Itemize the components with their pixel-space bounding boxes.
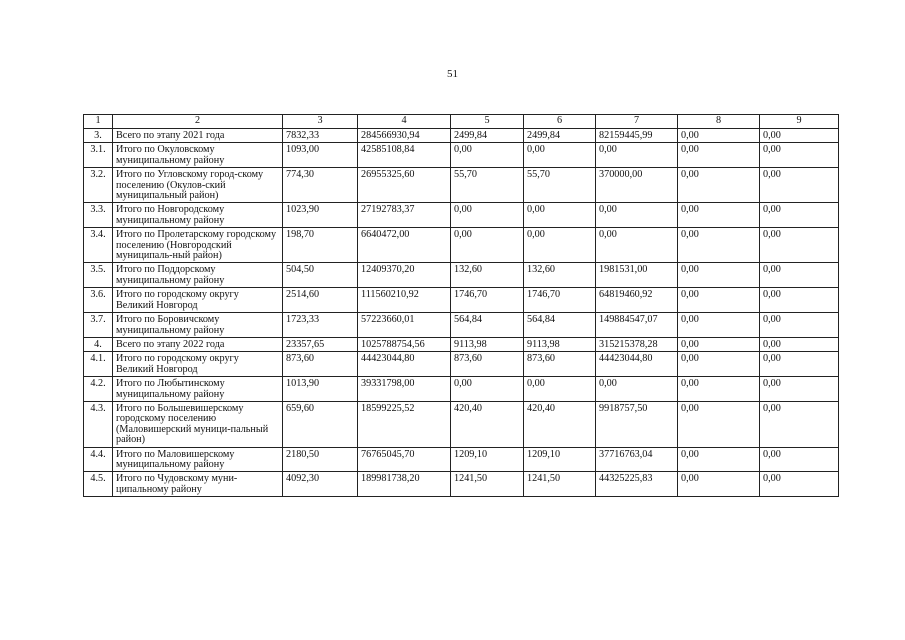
cell-col6: 1209,10 <box>524 447 596 472</box>
cell-col6: 0,00 <box>524 143 596 168</box>
cell-col4: 18599225,52 <box>358 401 451 447</box>
table-row <box>84 228 839 263</box>
column-header: 7 <box>596 115 678 129</box>
cell-col3: 504,50 <box>283 263 358 288</box>
cell-col8: 0,00 <box>678 472 760 497</box>
cell-col3: 1013,90 <box>283 377 358 402</box>
cell-col3: 198,70 <box>283 228 358 263</box>
cell-col4: 6640472,00 <box>358 228 451 263</box>
row-name: Итого по городскому округу Великий Новгород <box>113 288 283 313</box>
cell-col5: 2499,84 <box>451 129 524 143</box>
cell-col9: 0,00 <box>760 203 839 228</box>
cell-col8: 0,00 <box>678 352 760 377</box>
cell-col3: 659,60 <box>283 401 358 447</box>
column-header: 6 <box>524 115 596 129</box>
cell-col9: 0,00 <box>760 447 839 472</box>
cell-col9: 0,00 <box>760 313 839 338</box>
column-header: 8 <box>678 115 760 129</box>
row-number: 3.1. <box>84 143 113 168</box>
cell-col4: 26955325,60 <box>358 168 451 203</box>
row-number: 3.5. <box>84 263 113 288</box>
cell-col6: 1241,50 <box>524 472 596 497</box>
cell-col7: 149884547,07 <box>596 313 678 338</box>
row-number: 4.2. <box>84 377 113 402</box>
column-header: 5 <box>451 115 524 129</box>
row-name: Итого по Боровичскому муниципальному району <box>113 313 283 338</box>
row-name: Итого по Большевишерскому городскому поселению (Маловишерский муници-пальный район) <box>113 401 283 447</box>
cell-col7: 0,00 <box>596 143 678 168</box>
cell-col7: 44325225,83 <box>596 472 678 497</box>
cell-col9: 0,00 <box>760 337 839 351</box>
cell-col7: 0,00 <box>596 203 678 228</box>
table-row <box>84 263 839 288</box>
cell-col5: 0,00 <box>451 143 524 168</box>
row-number: 4.1. <box>84 352 113 377</box>
table-body <box>84 129 839 497</box>
table-row <box>84 377 839 402</box>
cell-col4: 1025788754,56 <box>358 337 451 351</box>
cell-col5: 1209,10 <box>451 447 524 472</box>
column-header: 2 <box>113 115 283 129</box>
cell-col3: 2514,60 <box>283 288 358 313</box>
row-name: Всего по этапу 2022 года <box>113 337 283 351</box>
cell-col3: 1723,33 <box>283 313 358 338</box>
column-header: 4 <box>358 115 451 129</box>
cell-col5: 564,84 <box>451 313 524 338</box>
cell-col4: 44423044,80 <box>358 352 451 377</box>
cell-col5: 873,60 <box>451 352 524 377</box>
cell-col6: 0,00 <box>524 228 596 263</box>
row-number: 3.7. <box>84 313 113 338</box>
cell-col4: 76765045,70 <box>358 447 451 472</box>
cell-col7: 315215378,28 <box>596 337 678 351</box>
cell-col4: 57223660,01 <box>358 313 451 338</box>
cell-col6: 1746,70 <box>524 288 596 313</box>
cell-col7: 0,00 <box>596 377 678 402</box>
row-name: Итого по Окуловскому муниципальному району <box>113 143 283 168</box>
cell-col6: 9113,98 <box>524 337 596 351</box>
cell-col4: 27192783,37 <box>358 203 451 228</box>
cell-col7: 44423044,80 <box>596 352 678 377</box>
cell-col8: 0,00 <box>678 401 760 447</box>
cell-col9: 0,00 <box>760 129 839 143</box>
cell-col4: 39331798,00 <box>358 377 451 402</box>
cell-col6: 132,60 <box>524 263 596 288</box>
row-name: Итого по Чудовскому муни-ципальному району <box>113 472 283 497</box>
cell-col5: 9113,98 <box>451 337 524 351</box>
cell-col5: 420,40 <box>451 401 524 447</box>
row-name: Итого по Пролетарскому городскому поселению (Новгородский муниципаль-ный район) <box>113 228 283 263</box>
column-header: 9 <box>760 115 839 129</box>
row-name: Итого по Угловскому город-скому поселению (Окулов-ский муниципальный район) <box>113 168 283 203</box>
cell-col8: 0,00 <box>678 143 760 168</box>
cell-col9: 0,00 <box>760 228 839 263</box>
table-row <box>84 337 839 351</box>
row-number: 4. <box>84 337 113 351</box>
cell-col7: 370000,00 <box>596 168 678 203</box>
column-header: 1 <box>84 115 113 129</box>
cell-col9: 0,00 <box>760 377 839 402</box>
table-row <box>84 129 839 143</box>
table-row <box>84 313 839 338</box>
cell-col9: 0,00 <box>760 263 839 288</box>
cell-col4: 284566930,94 <box>358 129 451 143</box>
row-number: 4.4. <box>84 447 113 472</box>
cell-col7: 0,00 <box>596 228 678 263</box>
cell-col5: 55,70 <box>451 168 524 203</box>
cell-col7: 82159445,99 <box>596 129 678 143</box>
cell-col3: 774,30 <box>283 168 358 203</box>
cell-col6: 2499,84 <box>524 129 596 143</box>
cell-col9: 0,00 <box>760 472 839 497</box>
table-row <box>84 203 839 228</box>
cell-col8: 0,00 <box>678 228 760 263</box>
row-name: Итого по городскому округу Великий Новгород <box>113 352 283 377</box>
row-number: 3. <box>84 129 113 143</box>
cell-col4: 42585108,84 <box>358 143 451 168</box>
cell-col6: 0,00 <box>524 203 596 228</box>
row-number: 3.6. <box>84 288 113 313</box>
cell-col8: 0,00 <box>678 168 760 203</box>
cell-col9: 0,00 <box>760 143 839 168</box>
row-name: Итого по Поддорскому муниципальному району <box>113 263 283 288</box>
cell-col8: 0,00 <box>678 313 760 338</box>
cell-col5: 0,00 <box>451 377 524 402</box>
table-row <box>84 143 839 168</box>
cell-col6: 0,00 <box>524 377 596 402</box>
cell-col3: 23357,65 <box>283 337 358 351</box>
cell-col4: 12409370,20 <box>358 263 451 288</box>
table-row <box>84 168 839 203</box>
cell-col6: 55,70 <box>524 168 596 203</box>
cell-col8: 0,00 <box>678 203 760 228</box>
cell-col4: 189981738,20 <box>358 472 451 497</box>
cell-col7: 37716763,04 <box>596 447 678 472</box>
cell-col7: 64819460,92 <box>596 288 678 313</box>
header-row <box>84 115 839 129</box>
cell-col3: 2180,50 <box>283 447 358 472</box>
row-name: Всего по этапу 2021 года <box>113 129 283 143</box>
row-name: Итого по Новгородскому муниципальному району <box>113 203 283 228</box>
row-number: 3.3. <box>84 203 113 228</box>
cell-col9: 0,00 <box>760 168 839 203</box>
cell-col3: 1023,90 <box>283 203 358 228</box>
cell-col9: 0,00 <box>760 401 839 447</box>
table-row <box>84 472 839 497</box>
cell-col3: 4092,30 <box>283 472 358 497</box>
row-name: Итого по Любытинскому муниципальному району <box>113 377 283 402</box>
cell-col5: 1241,50 <box>451 472 524 497</box>
row-number: 4.3. <box>84 401 113 447</box>
cell-col5: 0,00 <box>451 203 524 228</box>
cell-col3: 873,60 <box>283 352 358 377</box>
table-row <box>84 288 839 313</box>
cell-col6: 564,84 <box>524 313 596 338</box>
cell-col5: 1746,70 <box>451 288 524 313</box>
cell-col5: 132,60 <box>451 263 524 288</box>
cell-col6: 873,60 <box>524 352 596 377</box>
cell-col8: 0,00 <box>678 288 760 313</box>
column-header: 3 <box>283 115 358 129</box>
row-number: 3.2. <box>84 168 113 203</box>
cell-col7: 9918757,50 <box>596 401 678 447</box>
cell-col7: 1981531,00 <box>596 263 678 288</box>
cell-col3: 7832,33 <box>283 129 358 143</box>
cell-col8: 0,00 <box>678 129 760 143</box>
cell-col6: 420,40 <box>524 401 596 447</box>
table-row <box>84 401 839 447</box>
table-row <box>84 447 839 472</box>
row-number: 4.5. <box>84 472 113 497</box>
cell-col8: 0,00 <box>678 377 760 402</box>
row-number: 3.4. <box>84 228 113 263</box>
row-name: Итого по Маловишерскому муниципальному району <box>113 447 283 472</box>
cell-col9: 0,00 <box>760 288 839 313</box>
cell-col8: 0,00 <box>678 447 760 472</box>
cell-col5: 0,00 <box>451 228 524 263</box>
page-number: 51 <box>447 68 458 80</box>
cell-col8: 0,00 <box>678 337 760 351</box>
cell-col4: 111560210,92 <box>358 288 451 313</box>
cell-col3: 1093,00 <box>283 143 358 168</box>
cell-col8: 0,00 <box>678 263 760 288</box>
report-table <box>83 114 839 497</box>
table-row <box>84 352 839 377</box>
cell-col9: 0,00 <box>760 352 839 377</box>
